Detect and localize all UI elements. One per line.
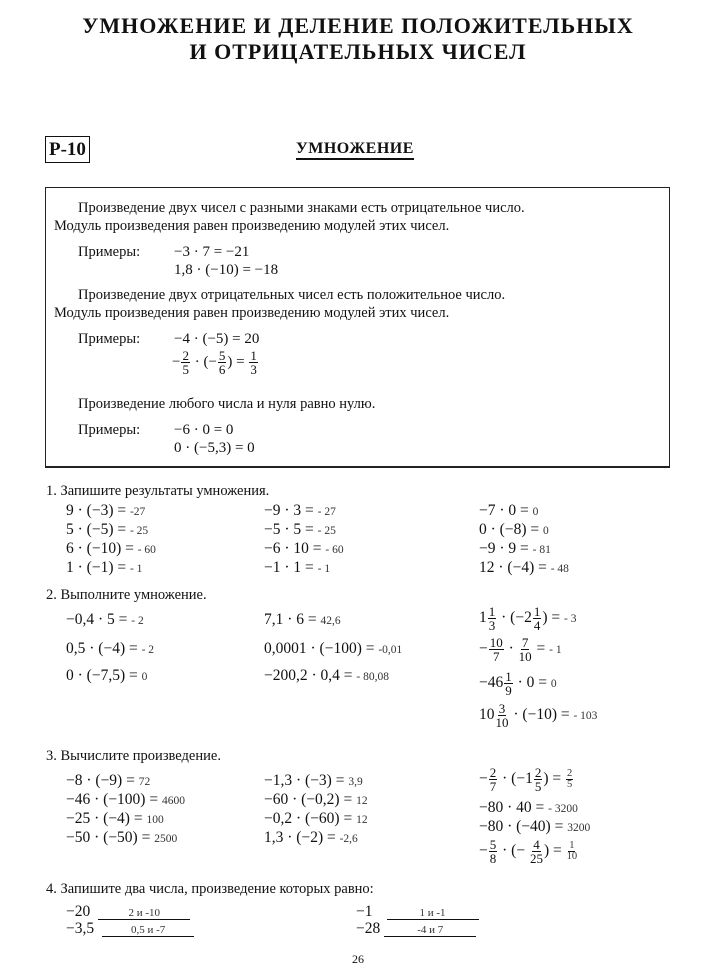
rule2-line1: Произведение двух отрицательных чисел есть положительное число. [78,287,506,303]
rule3-example1: −6 · 0 = 0 [174,422,234,438]
task2-title: 2. Выполните умножение. [46,587,207,603]
answer-field[interactable]: 42,6 [320,615,341,627]
answer-field[interactable]: 0 [542,525,549,537]
rule1-line2: Модуль произведения равен произведению модулей этих чисел. [54,218,450,234]
answer-field[interactable]: -2,6 [339,833,358,845]
answer-field[interactable]: $\frac{1}{10}$ [566,839,578,862]
examples-label: Примеры: [78,244,141,260]
task1-item: 1 · (−1) = - 1 [66,559,143,576]
answer-field[interactable]: -27 [129,506,146,518]
answer-field[interactable]: 0 [532,506,539,518]
answer-field[interactable]: - 60 [137,544,156,556]
answer-field[interactable]: 4600 [161,795,185,807]
answer-field[interactable]: 12 [356,795,368,807]
rule3-example2: 0 · (−5,3) = 0 [174,440,255,456]
task3-item: −46 · (−100) = 4600 [66,791,185,808]
task2-item: 0 · (−7,5) = 0 [66,667,148,684]
examples-label: Примеры: [78,331,141,347]
answer-field[interactable]: - 1 [129,563,143,575]
answer-field[interactable]: - 60 [325,544,344,556]
page-number: 26 [352,952,364,966]
section-subtitle: УМНОЖЕНИЕ [296,140,414,160]
answer-field[interactable]: - 25 [317,525,336,537]
task3-title: 3. Вычислите произведение. [46,748,221,764]
answer-field[interactable]: - 27 [317,506,336,518]
task1-item: 0 · (−8) = 0 [479,521,549,538]
rule1-line1: Произведение двух чисел с разными знаками есть отрицательное число. [78,200,525,216]
task1-item: 5 · (−5) = - 25 [66,521,149,538]
answer-field[interactable]: -0,01 [378,644,403,656]
task2-item: 1 $\frac{1}{3}$ · (−2 $\frac{1}{4}$ ) = - 3 [479,604,577,633]
task1-item: 9 · (−3) = -27 [66,502,146,519]
answer-field[interactable]: 12 [356,814,368,826]
answer-field[interactable]: - 80,08 [356,671,389,683]
answer-field[interactable]: 100 [146,814,164,826]
task3-item: −60 · (−0,2) = 12 [264,791,368,808]
task2-item: 0,0001 · (−100) = -0,01 [264,640,403,657]
answer-field[interactable]: 0 [550,678,557,691]
rule2-example2: − $\frac{2}{5}$ · (− $\frac{5}{6}$ ) = $\frac{1}{3}$ [172,348,257,377]
task2-item: 7,1 · 6 = 42,6 [264,611,341,628]
task4-item: −3,5 0,5 и -7 [66,920,194,938]
answer-field[interactable]: - 2 [141,644,155,656]
task2-item: −46 $\frac{1}{9}$ · 0 = 0 [479,669,557,698]
chapter-title-line1: УМНОЖЕНИЕ И ДЕЛЕНИЕ ПОЛОЖИТЕЛЬНЫХ [82,13,634,38]
task3-item: 1,3 · (−2) = -2,6 [264,829,358,846]
task3-item: −0,2 · (−60) = 12 [264,810,368,827]
task2-item: −200,2 · 0,4 = - 80,08 [264,667,389,684]
task3-item: −25 · (−4) = 100 [66,810,164,827]
answer-field[interactable]: 3200 [567,822,591,834]
task1-item: −1 · 1 = - 1 [264,559,331,576]
task4-item: −28 -4 и 7 [356,920,476,938]
rule3-line1: Произведение любого числа и нуля равно нулю. [78,396,376,412]
task4-title: 4. Запишите два числа, произведение которых равно: [46,881,374,897]
answer-field[interactable]: $\frac{2}{5}$ [566,767,573,790]
task2-item: −0,4 · 5 = - 2 [66,611,144,628]
answer-field[interactable]: 2500 [154,833,178,845]
answer-blank[interactable]: -4 и 7 [384,924,476,937]
answer-field[interactable]: - 1 [549,644,562,657]
task3-item: −80 · (−40) = 3200 [479,818,591,835]
answer-field[interactable]: - 3 [563,613,577,626]
task3-item: −8 · (−9) = 72 [66,772,151,789]
worksheet-code: Р-10 [45,136,90,163]
answer-field[interactable]: - 48 [550,563,569,575]
task2-item: 10 $\frac{3}{10}$ · (−10) = - 103 [479,701,598,730]
answer-blank[interactable]: 1 и -1 [387,907,479,920]
task1-item: 12 · (−4) = - 48 [479,559,569,576]
rule1-example2: 1,8 · (−10) = −18 [174,262,279,278]
rule2-line2: Модуль произведения равен произведению модулей этих чисел. [54,305,450,321]
task1-item: −7 · 0 = 0 [479,502,539,519]
answer-field[interactable]: - 1 [317,563,331,575]
task4-item: −20 2 и -10 [66,903,190,921]
task1-item: −5 · 5 = - 25 [264,521,336,538]
answer-blank[interactable]: 0,5 и -7 [102,924,194,937]
task3-item: −50 · (−50) = 2500 [66,829,178,846]
answer-field[interactable]: - 103 [573,710,598,723]
answer-field[interactable]: - 81 [532,544,551,556]
answer-field[interactable]: - 3200 [548,803,578,815]
task3-item: −1,3 · (−3) = 3,9 [264,772,363,789]
task4-item: −1 1 и -1 [356,903,479,921]
task1-item: −6 · 10 = - 60 [264,540,344,557]
task2-item: 0,5 · (−4) = - 2 [66,640,155,657]
task1-item: −9 · 3 = - 27 [264,502,336,519]
answer-field[interactable]: 3,9 [348,776,363,788]
task1-item: −9 · 9 = - 81 [479,540,551,557]
answer-field[interactable]: 72 [138,776,151,788]
rule2-example1: −4 · (−5) = 20 [174,331,260,347]
task3-item: − $\frac{5}{8}$ · (− $\frac{4}{25}$ ) = $\frac{1}{10}$ [479,837,578,866]
task3-item: − $\frac{2}{7}$ · (−1 $\frac{2}{5}$ ) = $\frac{2}{5}$ [479,765,573,794]
task3-item: −80 · 40 = - 3200 [479,799,578,816]
examples-label: Примеры: [78,422,141,438]
chapter-title-line2: И ОТРИЦАТЕЛЬНЫХ ЧИСЕЛ [189,39,527,64]
rule1-example1: −3 · 7 = −21 [174,244,250,260]
task1-title: 1. Запишите результаты умножения. [46,483,270,499]
task2-item: − $\frac{10}{7}$ · $\frac{7}{10}$ = - 1 [479,635,562,664]
answer-field[interactable]: - 25 [129,525,149,537]
task1-item: 6 · (−10) = - 60 [66,540,156,557]
answer-blank[interactable]: 2 и -10 [98,907,190,920]
answer-field[interactable]: 0 [141,671,148,683]
answer-field[interactable]: - 2 [131,615,144,627]
